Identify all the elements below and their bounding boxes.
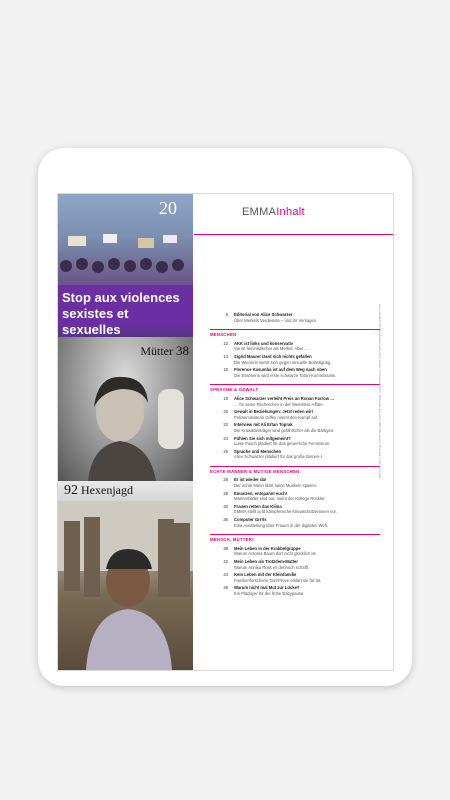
toc-page-number: 24 xyxy=(223,435,228,441)
toc-entry-subtitle: Luise Pusch plädiert für das generische Femininum. xyxy=(234,441,331,447)
toc-entry-title: Sprache und Menschen xyxy=(234,448,282,454)
section-title-mutter xyxy=(140,343,189,359)
toc-entry-text xyxy=(234,436,330,447)
toc-entry[interactable] xyxy=(210,354,380,365)
toc-entry[interactable] xyxy=(210,572,380,583)
toc-entry-subtitle: Warum Antonia Baum dort nicht glücklich ist. xyxy=(234,551,317,557)
toc-entry-text xyxy=(234,409,318,420)
toc-entry-text xyxy=(234,504,337,515)
toc-entry-title: Warum nicht mal Mut zur Lücke? xyxy=(234,585,300,591)
page-number-38: 38 xyxy=(176,343,189,358)
toc-page-number: 46 xyxy=(223,585,228,591)
toc-page-number: 18 xyxy=(223,395,228,401)
toc-section-heading: MENSCH, MÜTTER! xyxy=(210,534,380,543)
toc-entry-text xyxy=(234,312,317,323)
toc-entry[interactable] xyxy=(210,422,380,433)
toc-page-number: 38 xyxy=(223,545,228,551)
toc-entry-text xyxy=(234,572,321,583)
toc-entry-title: AKK ist links und konservativ xyxy=(234,340,294,346)
toc-page-number: 16 xyxy=(223,367,228,373)
toc-entry-subtitle: … für seine Recherchen in der Weinstein-Affäre. xyxy=(234,401,324,407)
toc-entry-subtitle: Die Wienerin wehrt sich gegen sexuelle Belästigung. xyxy=(234,359,332,365)
toc-section-heading: SPRACHE & GEWALT xyxy=(210,384,380,393)
section-title-hexenjagd xyxy=(64,483,133,499)
toc-section-heading: MENSCHEN xyxy=(210,329,380,338)
toc-entry-text xyxy=(234,517,328,528)
toc-entry-subtitle: Der echte Mann lässt seine Muskeln spielen. xyxy=(234,483,318,489)
toc-page-number: 28 xyxy=(223,490,228,496)
toc-page-number: 25 xyxy=(223,448,228,454)
toc-entry-subtitle: Die Essenerin wird erste schwarze Tatort-Kommissarin. xyxy=(234,372,337,378)
toc-page-number: 22 xyxy=(223,422,228,428)
toc-entry-subtitle: Alice Schwarzer plädiert für das große Binnen-I. xyxy=(234,454,323,460)
brand-inhalt: Inhalt xyxy=(276,206,305,218)
brand-title xyxy=(242,206,305,218)
toc-entry[interactable] xyxy=(210,409,380,420)
toc-entry[interactable] xyxy=(210,585,380,596)
toc-entry-text xyxy=(234,367,337,378)
mother-portrait-photo xyxy=(58,337,193,481)
toc-entry-text xyxy=(234,422,334,433)
toc-entry-text xyxy=(234,585,305,596)
table-of-contents xyxy=(210,312,380,599)
toc-entry-title: Mein Leben in der Krabbelgruppe xyxy=(234,545,301,551)
toc-entry-title: Emanzen, entspannt euch! xyxy=(234,490,288,496)
toc-entry-title: Computer Grrrls xyxy=(234,517,267,523)
brand-emma: EMMA xyxy=(242,206,277,218)
toc-entry-text xyxy=(234,449,323,460)
toc-entry-title: Er ist wieder da! xyxy=(234,477,267,483)
toc-entry-subtitle: Ein Plädoyer für die frühe Babypause. xyxy=(234,590,305,596)
toc-entry-text xyxy=(234,491,325,502)
toc-entry-title: Fühlen Sie sich mitgemeint? xyxy=(234,435,291,441)
protest-banner: Stop aux violences sexistes et sexuelles xyxy=(58,285,193,327)
toc-page-number: 14 xyxy=(223,353,228,359)
toc-entry-title: Florence Kasumba ist auf dem Weg nach oben xyxy=(234,367,327,373)
page-number-92: 92 xyxy=(64,483,78,498)
toc-entry-title: Interview mit Ali Ertan Toprak xyxy=(234,422,293,428)
toc-entry-subtitle: Sie ist feministischer als Merkel. Aber … xyxy=(234,346,309,352)
photo-credit: Fotos: Abdulhamid Hosbas/Anadolu Agency/Getty Images; Foto Keystone/Alamy; Bildagentur; dpa; privat; Wikimedia; Reuters; Photothek; Imago; akg-images xyxy=(378,304,381,479)
toc-entry-text xyxy=(234,477,317,488)
toc-page-number: 36 xyxy=(223,517,228,523)
toc-entry[interactable] xyxy=(210,546,380,557)
toc-page-number: 12 xyxy=(223,340,228,346)
toc-entry[interactable] xyxy=(210,491,380,502)
toc-entry-title: Mein Leben als Trotzdem-Mutter xyxy=(234,559,298,564)
toc-entry-title: Sigrid Maurer lässt sich nichts gefallen xyxy=(234,353,312,359)
hexenjagd-photo xyxy=(58,481,193,670)
toc-entry-subtitle: Männerbilder sind out, meint der Kollege Rückler. xyxy=(234,496,326,502)
magazine-page xyxy=(57,193,394,671)
toc-entry[interactable] xyxy=(210,341,380,352)
toc-entry-title: Kein Leben mit der Kleinfamilie xyxy=(234,572,297,578)
toc-entry[interactable] xyxy=(210,367,380,378)
hexenjagd-illustration xyxy=(58,481,193,670)
protest-photo xyxy=(58,194,193,337)
page-number-20: 20 xyxy=(159,198,177,218)
toc-page-number: 30 xyxy=(223,503,228,509)
toc-entry[interactable] xyxy=(210,504,380,515)
toc-section-heading: ECHTE MÄNNER & MUTIGE MENSCHEN xyxy=(210,466,380,475)
toc-entry[interactable] xyxy=(210,517,380,528)
toc-entry[interactable] xyxy=(210,396,380,407)
toc-entry-title: Editorial von Alice Schwarzer xyxy=(234,312,293,317)
toc-page-number: 26 xyxy=(223,477,228,483)
toc-page-number: 44 xyxy=(223,572,228,578)
crowd-illustration xyxy=(58,234,193,284)
toc-entry-text xyxy=(234,341,309,352)
toc-page-number: 42 xyxy=(223,559,228,564)
mutter-label: Mütter xyxy=(140,344,173,358)
toc-entry-subtitle: Eine Ausstellung über Frauen in der digitalen Welt. xyxy=(234,522,328,528)
hexenjagd-label: Hexenjagd xyxy=(81,483,133,497)
toc-entry-text xyxy=(234,559,309,570)
toc-entry[interactable] xyxy=(210,436,380,447)
toc-page-number: 20 xyxy=(223,409,228,415)
page-header xyxy=(194,194,393,235)
toc-entry-title: Frauen retten das Klima xyxy=(234,503,282,509)
toc-entry-title: Alice Schwarzer verleiht Preis an Ronan Farrow … xyxy=(234,395,335,401)
toc-entry-text xyxy=(234,546,317,557)
toc-entry-text xyxy=(234,396,334,407)
toc-entry[interactable] xyxy=(210,449,380,460)
toc-entry-subtitle: Familienforscherin Tazi-Preve erklärt sie für tot. xyxy=(234,577,322,583)
toc-entry-subtitle: Warum Annika Ross es dennoch schafft. xyxy=(234,564,310,570)
toc-entry-subtitle: EMMA stellt acht kämpferische Klimaschützerinnen vor. xyxy=(234,509,337,515)
toc-page-number: 6 xyxy=(225,312,228,317)
toc-entry-title: Gewalt in Beziehungen: Jetzt reden wir! xyxy=(234,409,314,415)
toc-entry-subtitle: Polizeiministerin Giffey nimmt den Kampf auf. xyxy=(234,414,319,420)
toc-entry-subtitle: Über Merkels Verdienste – und ihr Versagen. xyxy=(234,317,318,323)
toc-entry-subtitle: Die Krawattenträger sind gefährlicher als die Bärtigen. xyxy=(234,427,335,433)
toc-entry[interactable] xyxy=(210,477,380,488)
toc-entry[interactable] xyxy=(210,312,380,323)
toc-entry-text xyxy=(234,354,332,365)
toc-entry[interactable] xyxy=(210,559,380,570)
